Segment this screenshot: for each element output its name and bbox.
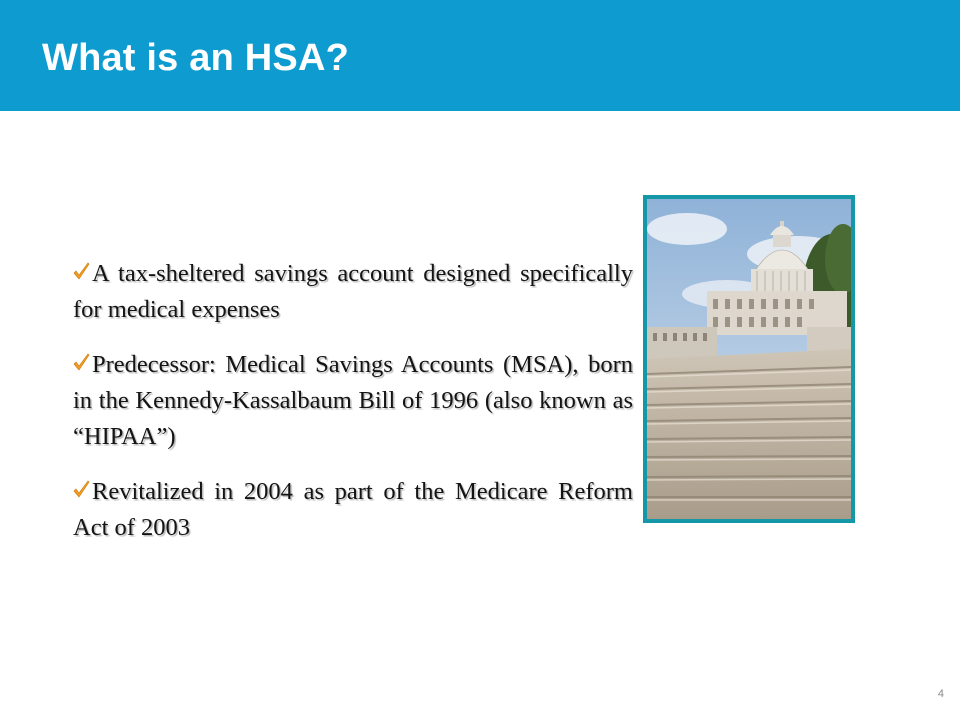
capitol-photo	[643, 195, 855, 523]
bullet-list	[73, 256, 633, 565]
capitol-building-icon	[647, 199, 851, 519]
slide-title: What is an HSA?	[42, 37, 350, 79]
bullet-text: Predecessor: Medical Savings Accounts (MSA), born in the Kennedy-Kassalbaum Bill of 1996 (also known as “HIPAA”)	[73, 351, 633, 450]
page-number: 4	[937, 688, 944, 700]
bullet-item	[73, 347, 633, 455]
checkmark-icon	[73, 480, 90, 500]
title-bar	[0, 0, 960, 111]
checkmark-icon	[73, 353, 90, 373]
bullet-item	[73, 256, 633, 328]
bullet-text: A tax-sheltered savings account designed specifically for medical expenses	[73, 260, 633, 323]
bullet-text: Revitalized in 2004 as part of the Medicare Reform Act of 2003	[73, 478, 633, 541]
checkmark-icon	[73, 262, 90, 282]
bullet-item	[73, 474, 633, 546]
